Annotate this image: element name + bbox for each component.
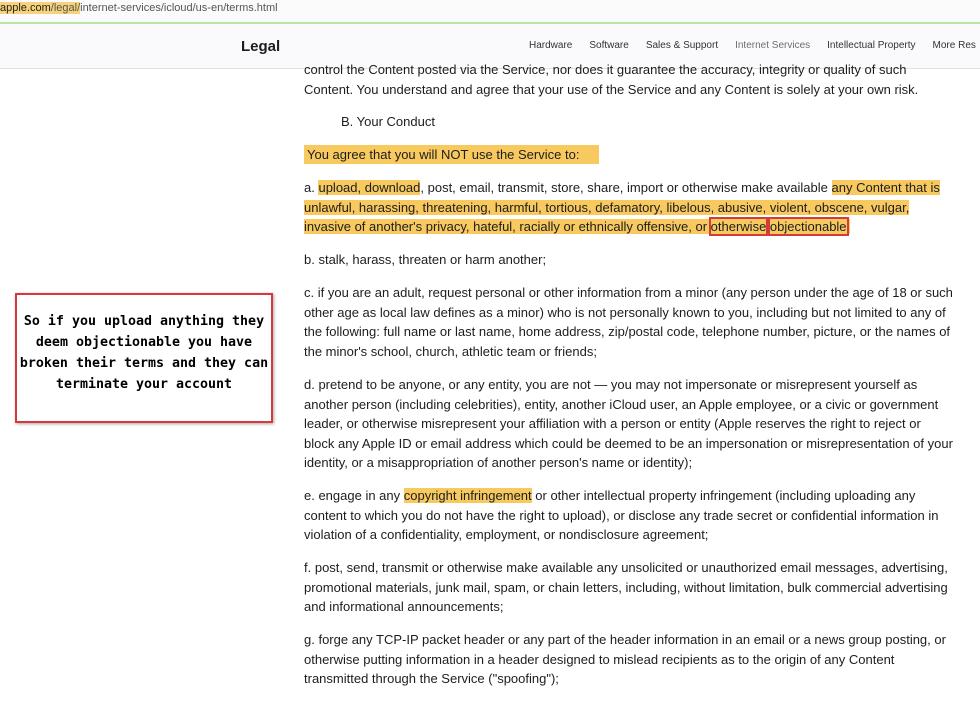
clause-e-prefix: e. engage in any (304, 488, 404, 503)
clause-e-rest: or other intellectual property infringement (including uploading any content to which you do not have the right to upload), or disclose any trade secret or confidential information in violation of a confidentiality, employment, or nondisclosure agreement; (304, 488, 939, 542)
page-load-indicator (0, 22, 980, 24)
intro-paragraph: control the Content posted via the Service, nor does it guarantee the accuracy, integrity or quality of such Content. You understand and agree that your use of the Service and any Content is solely at your own risk. (304, 62, 919, 97)
highlight-copyright-infringement: copyright infringement (403, 488, 532, 503)
clause-f: f. post, send, transmit or otherwise make available any unsolicited or unauthorized email messages, advertising, promotional materials, junk mail, spam, or chain letters, including, without limitation, bulk commercial advertising and informational announcements; (304, 560, 948, 614)
clause-a-middle: , post, email, transmit, store, share, import or otherwise make available (420, 180, 832, 195)
nav-brand-legal[interactable]: Legal (241, 38, 281, 55)
clause-e (304, 486, 954, 545)
clause-a-end: ; (846, 219, 851, 234)
clause-a-prefix: a. (304, 180, 319, 195)
lead-highlight: You agree that you will NOT use the Service to: (304, 145, 599, 164)
clause-g: g. forge any TCP-IP packet header or any part of the header information in an email or a news group posting, or otherwise putting information in a header designed to mislead recipients as to the origin of any Content transmitted through the Service ("spoofing"); (304, 632, 946, 686)
lead-paragraph (304, 145, 954, 165)
nav-link-intellectual-property[interactable]: Intellectual Property (827, 40, 916, 51)
nav-link-more-resources[interactable]: More Res (932, 40, 976, 51)
clause-d: d. pretend to be anyone, or any entity, you are not — you may not impersonate or misrepresent yourself as another person (including celebrities), entity, another iCloud user, an Apple employee, or a civic or government leader, or otherwise misrepresent your affiliation with a person or entity (Apple reserves the right to reject or block any Apple ID or email address which could be deemed to be an impersonation or misrepresentation of your identity, or a misappropriation of another person's name or identity); (304, 377, 953, 470)
clause-b: b. stalk, harass, threaten or harm another; (304, 252, 547, 267)
url-path: internet-services/icloud/us-en/terms.html (80, 2, 278, 14)
url-host: apple.com (0, 2, 51, 14)
clause-a (304, 178, 954, 237)
annotation-callout-text: So if you upload anything they deem objectionable you have broken their terms and they can terminate your account (19, 314, 269, 392)
nav-link-sales-support[interactable]: Sales & Support (645, 40, 719, 51)
boxed-otherwise: otherwise (710, 219, 767, 234)
url-highlighted-segment: /legal/ (50, 2, 81, 14)
nav-link-software[interactable]: Software (589, 40, 629, 51)
section-heading-your-conduct: B. Your Conduct (341, 114, 435, 129)
nav-link-internet-services[interactable]: Internet Services (735, 40, 811, 51)
highlight-any-content: any Content that is unlawful, harassing, threatening, harmful, tortious, defamatory, libelous, abusive, violent, obscene, vulgar, invasive of another's privacy, hateful, racially or ethnically offensive, or (304, 180, 940, 234)
clause-c: c. if you are an adult, request personal or other information from a minor (any person under the age of 18 or such other age as local law defines as a minor) who is not personally known to you, including but not limited to any of the following: full name or last name, home address, zip/postal code, telephone number, picture, or the names of the minor's school, church, athletic team or friends; (304, 285, 953, 359)
annotation-callout-box (15, 293, 273, 423)
nav-links (529, 40, 980, 51)
boxed-objectionable: objectionable (769, 219, 847, 234)
nav-link-hardware[interactable]: Hardware (529, 40, 573, 51)
highlight-upload-download: upload, download (318, 180, 421, 195)
url-text[interactable] (0, 0, 278, 17)
